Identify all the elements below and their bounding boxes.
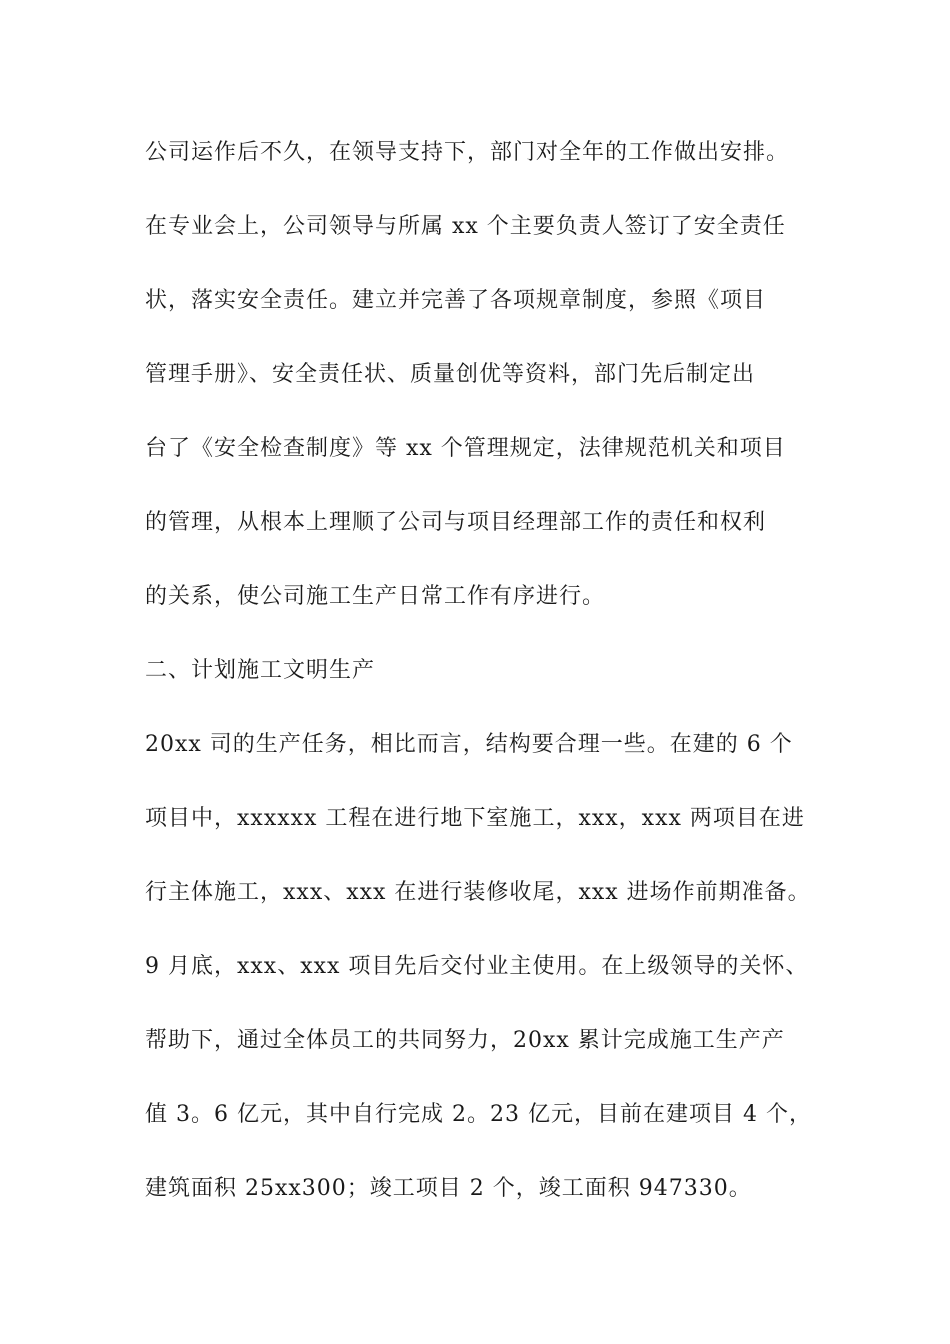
paragraph-line: 值 3。6 亿元，其中自行完成 2。23 亿元，目前在建项目 4 个， (145, 1102, 812, 1127)
paragraph-line: 公司运作后不久，在领导支持下，部门对全年的工作做出安排。 (145, 140, 790, 165)
paragraph-line: 帮助下，通过全体员工的共同努力，20xx 累计完成施工生产产 (145, 1028, 785, 1053)
paragraph-line: 的管理，从根本上理顺了公司与项目经理部工作的责任和权利 (145, 510, 767, 535)
paragraph-line: 项目中，xxxxxx 工程在进行地下室施工，xxx，xxx 两项目在进 (145, 806, 805, 831)
paragraph-line: 台了《安全检查制度》等 xx 个管理规定，法律规范机关和项目 (145, 436, 786, 461)
section-heading: 二、计划施工文明生产 (145, 658, 376, 683)
paragraph-line: 的关系，使公司施工生产日常工作有序进行。 (145, 584, 606, 609)
paragraph-line: 在专业会上，公司领导与所属 xx 个主要负责人签订了安全责任 (145, 214, 786, 239)
document-body (145, 126, 835, 1236)
paragraph-line: 行主体施工，xxx、xxx 在进行装修收尾，xxx 进场作前期准备。 (145, 880, 811, 905)
paragraph-line: 20xx 司的生产任务，相比而言，结构要合理一些。在建的 6 个 (145, 732, 793, 757)
paragraph-line: 9 月底，xxx、xxx 项目先后交付业主使用。在上级领导的关怀、 (145, 954, 809, 979)
paragraph-line: 状，落实安全责任。建立并完善了各项规章制度，参照《项目 (145, 288, 767, 313)
paragraph-line: 管理手册》、安全责任状、质量创优等资料，部门先后制定出 (145, 362, 756, 387)
paragraph-line: 建筑面积 25xx300；竣工项目 2 个，竣工面积 947330。 (145, 1176, 752, 1201)
